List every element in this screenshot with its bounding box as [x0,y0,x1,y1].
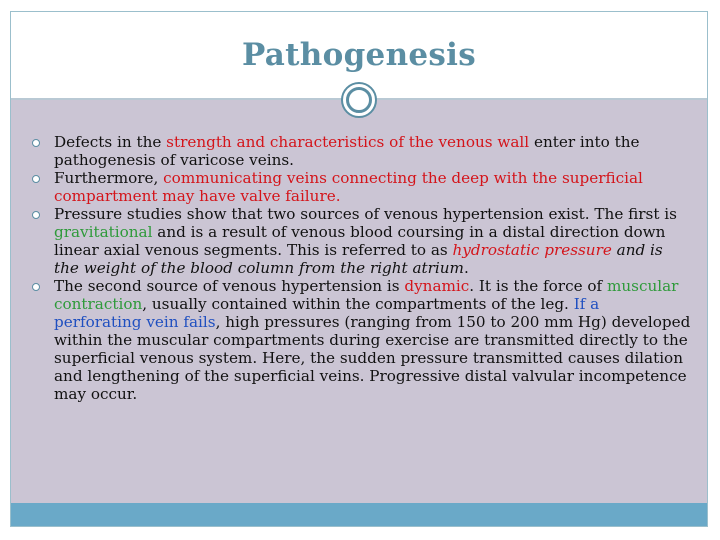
bullet-text-segment: Furthermore, [54,169,164,187]
ring-ornament-icon [341,82,377,118]
bullet-text-segment: gravitational [54,223,153,241]
bullet-text-segment: communicating veins connecting the deep with the superficial compartment may have valve failure. [54,169,643,205]
circle-bullet-icon [32,175,40,183]
slide [10,11,708,527]
bullet-text-segment: strength and characteristics of the venous wall [166,133,530,151]
bullet-text-segment: , usually contained within the compartments of the leg. [142,295,574,313]
bullet-item [11,133,691,169]
bullet-text-segment: and is a result of venous blood coursing in a distal direction down linear axial venous segments. This is referred to as [54,223,666,259]
bullet-text-segment: dynamic [404,277,470,295]
footer-bar [11,503,707,526]
bullet-text-segment: If a perforating vein fails [54,295,600,331]
circle-bullet-icon [32,283,40,291]
bullet-text-segment: enter into the pathogenesis of varicose veins. [54,133,640,169]
bullet-item [11,205,691,277]
bullet-text-segment: muscular contraction [54,277,679,313]
bullet-list [11,133,691,403]
slide-title: Pathogenesis [241,37,477,73]
bullet-text-segment: and is the weight of the blood column from the right atrium [54,241,663,277]
bullet-text-segment: Pressure studies show that two sources of venous hypertension exist. The first is [54,205,677,223]
content-area [11,100,707,503]
bullet-text-segment: Defects in the [54,133,167,151]
bullet-item [11,277,691,403]
bullet-text-segment: . It is the force of [469,277,607,295]
bullet-text-segment: hydrostatic pressure [452,241,612,259]
bullet-item [11,169,691,205]
bullet-text-segment: , high pressures (ranging from 150 to 200 mm Hg) developed within the muscular compartments during exercise are transmitted directly to the superficial venous system. Here, the sudden pressure transmitted causes dilation and lengthening of the superficial veins. Progressive distal valvular incompetence may occur. [54,313,691,403]
circle-bullet-icon [32,211,40,219]
bullet-text-segment: . [463,259,469,277]
bullet-text-segment: The second source of venous hypertension is [54,277,405,295]
circle-bullet-icon [32,139,40,147]
ring-ornament-inner [346,87,372,113]
